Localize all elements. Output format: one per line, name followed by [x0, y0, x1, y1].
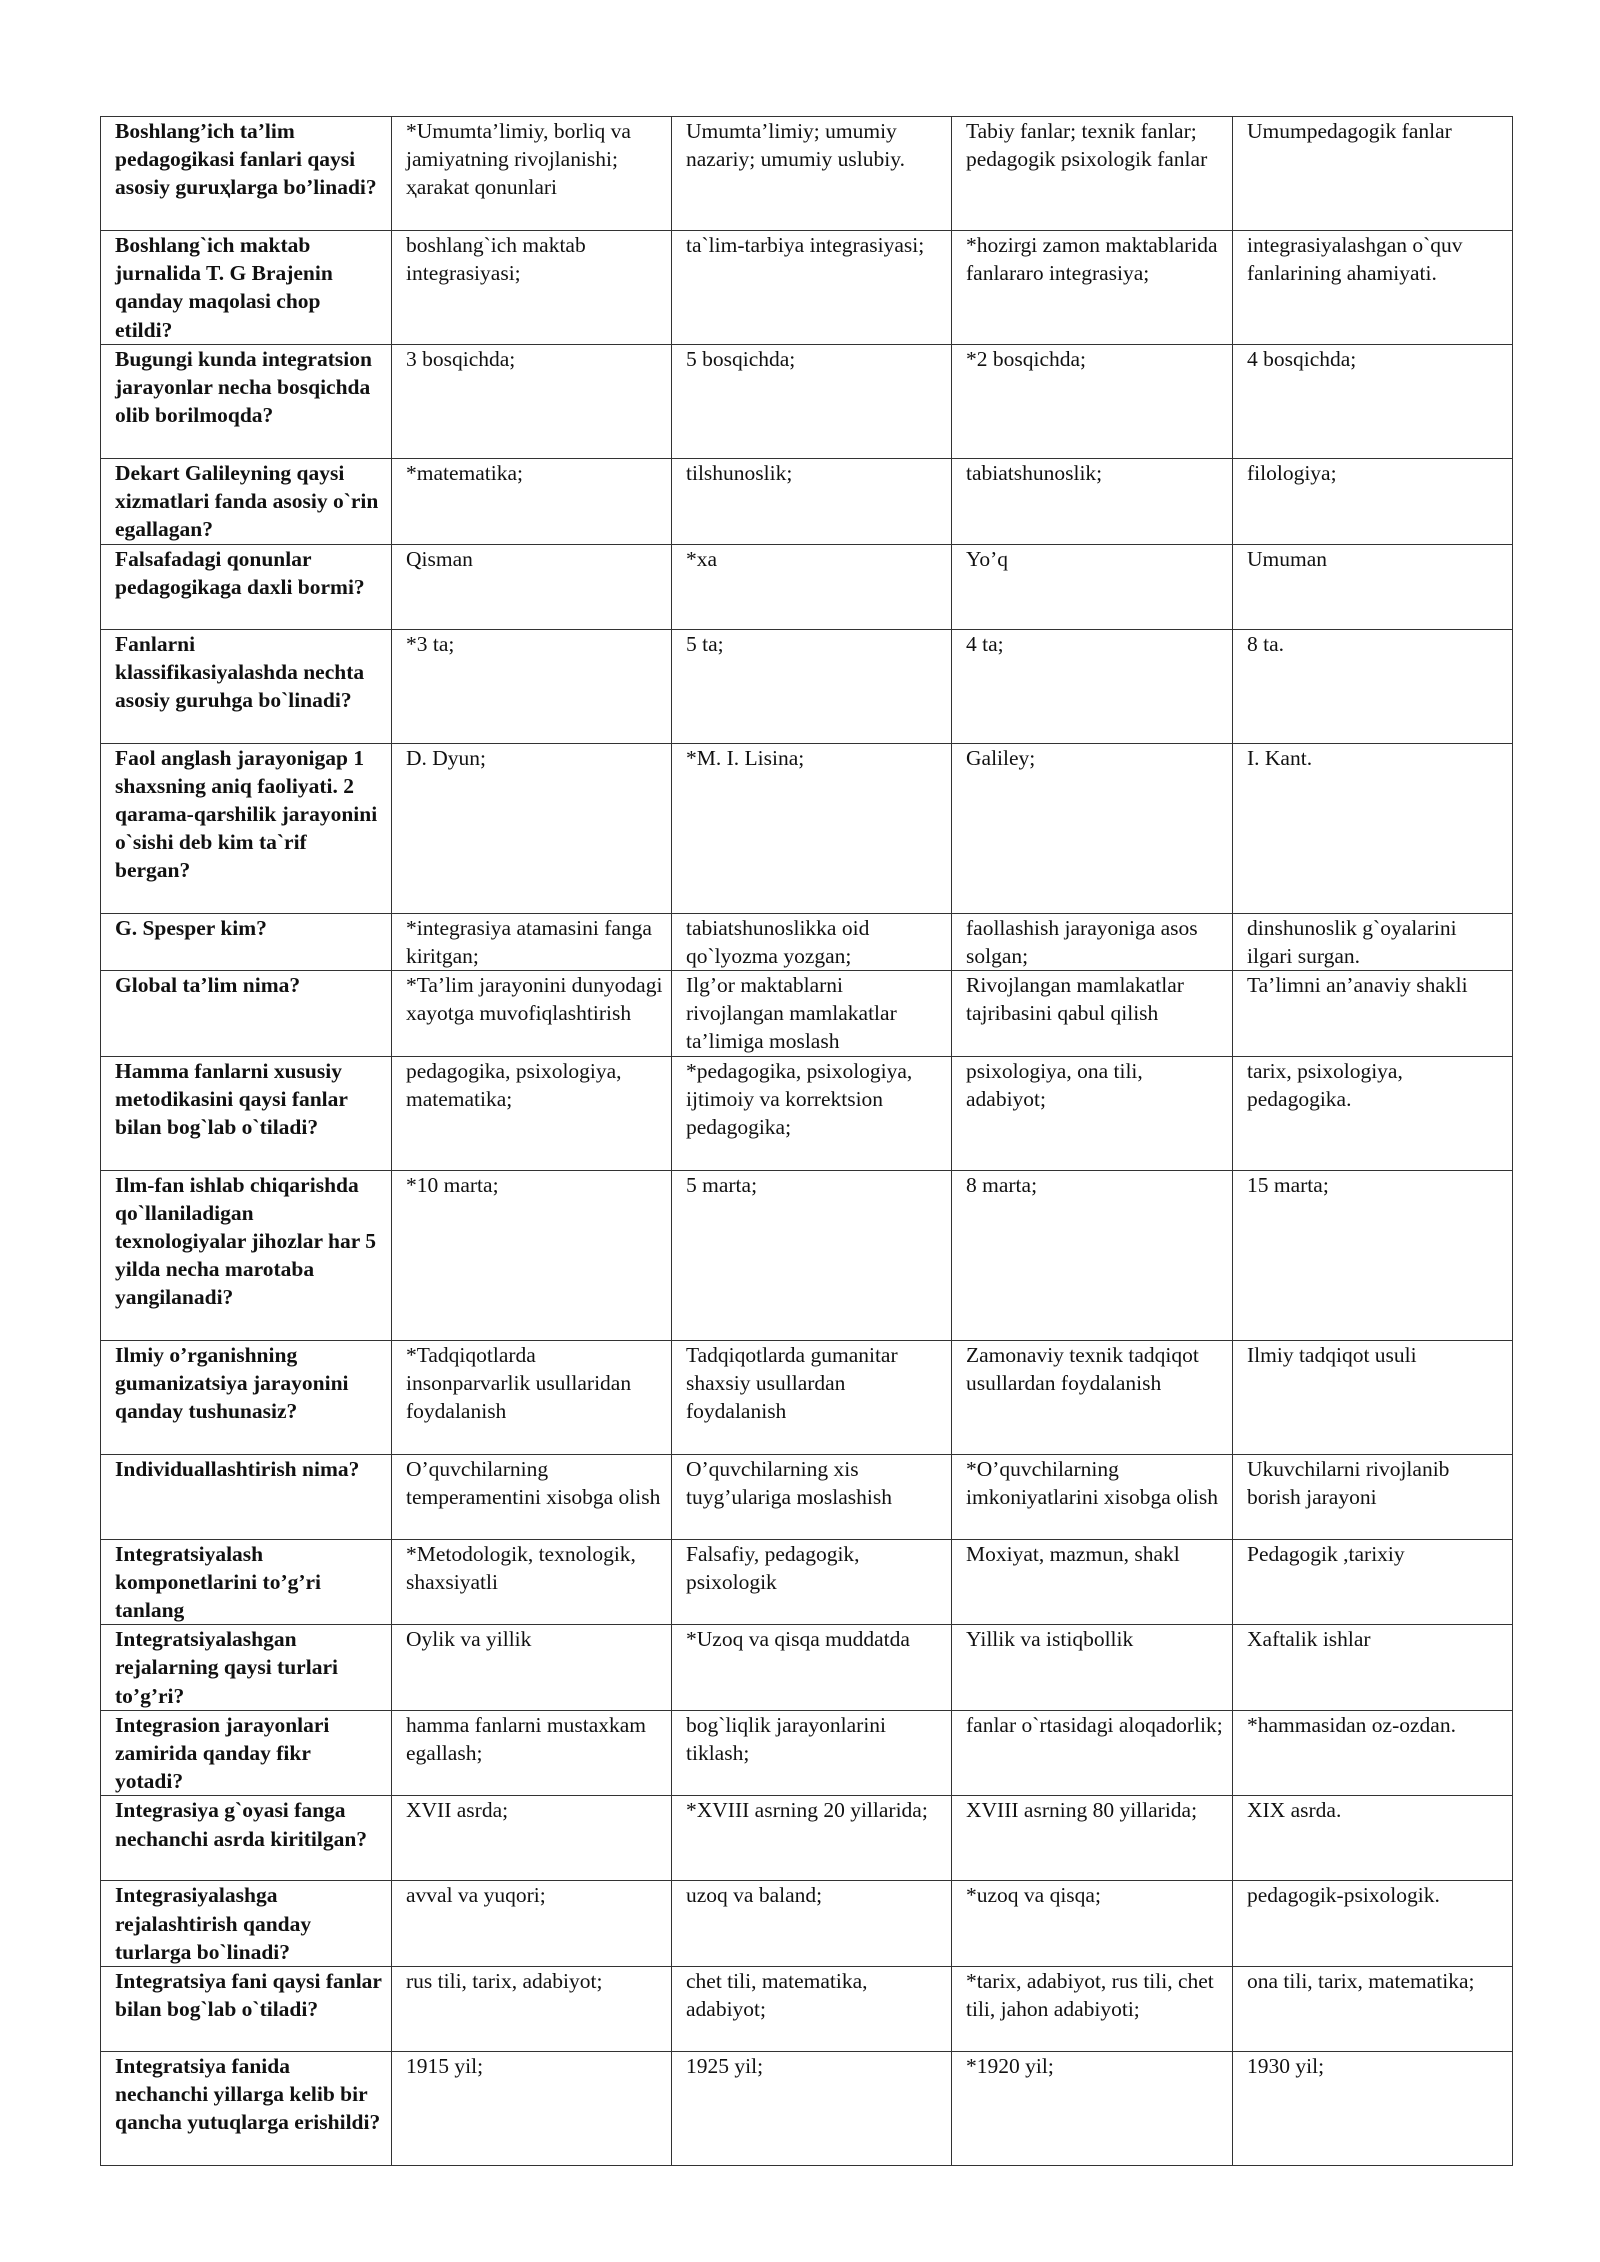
table-row: [101, 1796, 1513, 1881]
answer-option-cell: 5 ta;: [672, 629, 952, 743]
answer-option-cell: XVIII asrning 80 yillarida;: [952, 1796, 1233, 1881]
answer-option-cell: Ukuvchilarni rivojlanib borish jarayoni: [1233, 1454, 1513, 1539]
answer-option-cell: fanlar o`rtasidagi aloqadorlik;: [952, 1710, 1233, 1796]
table-row: [101, 1340, 1513, 1454]
answer-option-cell: Rivojlangan mamlakatlar tajribasini qabul qilish: [952, 971, 1233, 1057]
question-cell: Integrasiya g`oyasi fanga nechanchi asrda kiritilgan?: [101, 1796, 392, 1881]
answer-option-cell: 15 marta;: [1233, 1170, 1513, 1340]
answer-option-cell: chet tili, matematika, adabiyot;: [672, 1967, 952, 2052]
answer-option-cell: O’quvchilarning temperamentini xisobga olish: [392, 1454, 672, 1539]
question-cell: Integratsiyalashgan rejalarning qaysi turlari to’g’ri?: [101, 1625, 392, 1711]
answer-option-cell: 1925 yil;: [672, 2052, 952, 2166]
answer-option-cell: rus tili, tarix, adabiyot;: [392, 1967, 672, 2052]
table-row: [101, 345, 1513, 459]
question-cell: Hamma fanlarni xususiy metodikasini qaysi fanlar bilan bog`lab o`tiladi?: [101, 1056, 392, 1170]
question-cell: Integratsiyalash komponetlarini to’g’ri tanlang: [101, 1539, 392, 1625]
answer-option-cell: 4 ta;: [952, 629, 1233, 743]
question-cell: Bugungi kunda integratsion jarayonlar necha bosqichda olib borilmoqda?: [101, 345, 392, 459]
answer-option-cell: I. Kant.: [1233, 743, 1513, 913]
question-cell: Boshlang`ich maktab jurnalida T. G Brajenin qanday maqolasi chop etildi?: [101, 231, 392, 345]
question-cell: Dekart Galileyning qaysi xizmatlari fanda asosiy o`rin egallagan?: [101, 459, 392, 545]
answer-option-cell: Qisman: [392, 544, 672, 629]
answer-option-cell: ta`lim-tarbiya integrasiyasi;: [672, 231, 952, 345]
table-row: [101, 544, 1513, 629]
answer-option-cell: 5 bosqichda;: [672, 345, 952, 459]
answer-option-cell: 1915 yil;: [392, 2052, 672, 2166]
answer-option-cell: Ta’limni an’anaviy shakli: [1233, 971, 1513, 1057]
answer-option-cell: Pedagogik ,tarixiy: [1233, 1539, 1513, 1625]
answer-option-cell: *XVIII asrning 20 yillarida;: [672, 1796, 952, 1881]
answer-option-cell: tabiatshunoslik;: [952, 459, 1233, 545]
answer-option-cell: integrasiyalashgan o`quv fanlarining ahamiyati.: [1233, 231, 1513, 345]
answer-option-cell: hamma fanlarni mustaxkam egallash;: [392, 1710, 672, 1796]
quiz-table-body: [101, 117, 1513, 2166]
question-cell: Integratsiya fanida nechanchi yillarga kelib bir qancha yutuqlarga erishildi?: [101, 2052, 392, 2166]
table-row: [101, 743, 1513, 913]
table-row: [101, 913, 1513, 970]
answer-option-cell: psixologiya, ona tili, adabiyot;: [952, 1056, 1233, 1170]
answer-option-cell: dinshunoslik g`oyalarini ilgari surgan.: [1233, 913, 1513, 970]
answer-option-cell: ona tili, tarix, matematika;: [1233, 1967, 1513, 2052]
question-cell: Integrasion jarayonlari zamirida qanday fikr yotadi?: [101, 1710, 392, 1796]
answer-option-cell: 3 bosqichda;: [392, 345, 672, 459]
table-row: [101, 1881, 1513, 1967]
answer-option-cell: Xaftalik ishlar: [1233, 1625, 1513, 1711]
answer-option-cell: pedagogik-psixologik.: [1233, 1881, 1513, 1967]
table-row: [101, 1454, 1513, 1539]
answer-option-cell: *Tadqiqotlarda insonparvarlik usullaridan foydalanish: [392, 1340, 672, 1454]
table-row: [101, 1170, 1513, 1340]
answer-option-cell: *tarix, adabiyot, rus tili, chet tili, jahon adabiyoti;: [952, 1967, 1233, 2052]
answer-option-cell: O’quvchilarning xis tuyg’ulariga moslashish: [672, 1454, 952, 1539]
answer-option-cell: Yo’q: [952, 544, 1233, 629]
table-row: [101, 971, 1513, 1057]
answer-option-cell: Galiley;: [952, 743, 1233, 913]
table-row: [101, 231, 1513, 345]
answer-option-cell: *O’quvchilarning imkoniyatlarini xisobga olish: [952, 1454, 1233, 1539]
answer-option-cell: Moxiyat, mazmun, shakl: [952, 1539, 1233, 1625]
answer-option-cell: *pedagogika, psixologiya, ijtimoiy va korrektsion pedagogika;: [672, 1056, 952, 1170]
answer-option-cell: Yillik va istiqbollik: [952, 1625, 1233, 1711]
answer-option-cell: tarix, psixologiya, pedagogika.: [1233, 1056, 1513, 1170]
table-row: [101, 117, 1513, 231]
answer-option-cell: *Metodologik, texnologik, shaxsiyatli: [392, 1539, 672, 1625]
answer-option-cell: 5 marta;: [672, 1170, 952, 1340]
table-row: [101, 2052, 1513, 2166]
question-cell: Global ta’lim nima?: [101, 971, 392, 1057]
answer-option-cell: *2 bosqichda;: [952, 345, 1233, 459]
answer-option-cell: pedagogika, psixologiya, matematika;: [392, 1056, 672, 1170]
answer-option-cell: Ilg’or maktablarni rivojlangan mamlakatlar ta’limiga moslash: [672, 971, 952, 1057]
answer-option-cell: 1930 yil;: [1233, 2052, 1513, 2166]
answer-option-cell: filologiya;: [1233, 459, 1513, 545]
question-cell: Boshlang’ich ta’lim pedagogikasi fanlari qaysi asosiy guruҳlarga bo’linadi?: [101, 117, 392, 231]
question-cell: Falsafadagi qonunlar pedagogikaga daxli bormi?: [101, 544, 392, 629]
question-cell: Ilm-fan ishlab chiqarishda qo`llaniladigan texnologiyalar jihozlar har 5 yilda necha marotaba yangilanadi?: [101, 1170, 392, 1340]
answer-option-cell: *10 marta;: [392, 1170, 672, 1340]
answer-option-cell: 8 marta;: [952, 1170, 1233, 1340]
answer-option-cell: *M. I. Lisina;: [672, 743, 952, 913]
answer-option-cell: *integrasiya atamasini fanga kiritgan;: [392, 913, 672, 970]
table-row: [101, 629, 1513, 743]
answer-option-cell: boshlang`ich maktab integrasiyasi;: [392, 231, 672, 345]
answer-option-cell: *xa: [672, 544, 952, 629]
question-cell: Faol anglash jarayonigap 1 shaxsning aniq faoliyati. 2 qarama-qarshilik jarayonini o`sishi deb kim ta`rif bergan?: [101, 743, 392, 913]
answer-option-cell: faollashish jarayoniga asos solgan;: [952, 913, 1233, 970]
answer-option-cell: XVII asrda;: [392, 1796, 672, 1881]
answer-option-cell: Tadqiqotlarda gumanitar shaxsiy usullardan foydalanish: [672, 1340, 952, 1454]
answer-option-cell: *matematika;: [392, 459, 672, 545]
answer-option-cell: Oylik va yillik: [392, 1625, 672, 1711]
table-row: [101, 1710, 1513, 1796]
table-row: [101, 1967, 1513, 2052]
answer-option-cell: *Umumta’limiy, borliq va jamiyatning rivojlanishi; ҳarakat qonunlari: [392, 117, 672, 231]
answer-option-cell: Zamonaviy texnik tadqiqot usullardan foydalanish: [952, 1340, 1233, 1454]
question-cell: Integrasiyalashga rejalashtirish qanday turlarga bo`linadi?: [101, 1881, 392, 1967]
answer-option-cell: *hozirgi zamon maktablarida fanlararo integrasiya;: [952, 231, 1233, 345]
question-cell: Individuallashtirish nima?: [101, 1454, 392, 1539]
question-cell: G. Spesper kim?: [101, 913, 392, 970]
question-cell: Ilmiy o’rganishning gumanizatsiya jarayonini qanday tushunasiz?: [101, 1340, 392, 1454]
answer-option-cell: D. Dyun;: [392, 743, 672, 913]
answer-option-cell: Umumta’limiy; umumiy nazariy; umumiy uslubiy.: [672, 117, 952, 231]
table-row: [101, 1625, 1513, 1711]
answer-option-cell: Tabiy fanlar; texnik fanlar; pedagogik psixologik fanlar: [952, 117, 1233, 231]
answer-option-cell: tabiatshunoslikka oid qo`lyozma yozgan;: [672, 913, 952, 970]
answer-option-cell: 4 bosqichda;: [1233, 345, 1513, 459]
table-row: [101, 459, 1513, 545]
question-cell: Integratsiya fani qaysi fanlar bilan bog`lab o`tiladi?: [101, 1967, 392, 2052]
answer-option-cell: *1920 yil;: [952, 2052, 1233, 2166]
question-cell: Fanlarni klassifikasiyalashda nechta asosiy guruhga bo`linadi?: [101, 629, 392, 743]
answer-option-cell: bog`liqlik jarayonlarini tiklash;: [672, 1710, 952, 1796]
answer-option-cell: *uzoq va qisqa;: [952, 1881, 1233, 1967]
answer-option-cell: Umuman: [1233, 544, 1513, 629]
answer-option-cell: Umumpedagogik fanlar: [1233, 117, 1513, 231]
answer-option-cell: Falsafiy, pedagogik, psixologik: [672, 1539, 952, 1625]
answer-option-cell: *hammasidan oz-ozdan.: [1233, 1710, 1513, 1796]
answer-option-cell: avval va yuqori;: [392, 1881, 672, 1967]
answer-option-cell: 8 ta.: [1233, 629, 1513, 743]
table-row: [101, 1539, 1513, 1625]
answer-option-cell: *Ta’lim jarayonini dunyodagi xayotga muvofiqlashtirish: [392, 971, 672, 1057]
answer-option-cell: tilshunoslik;: [672, 459, 952, 545]
table-row: [101, 1056, 1513, 1170]
answer-option-cell: XIX asrda.: [1233, 1796, 1513, 1881]
answer-option-cell: *Uzoq va qisqa muddatda: [672, 1625, 952, 1711]
answer-option-cell: Ilmiy tadqiqot usuli: [1233, 1340, 1513, 1454]
answer-option-cell: uzoq va baland;: [672, 1881, 952, 1967]
answer-option-cell: *3 ta;: [392, 629, 672, 743]
quiz-table: [100, 116, 1513, 2166]
